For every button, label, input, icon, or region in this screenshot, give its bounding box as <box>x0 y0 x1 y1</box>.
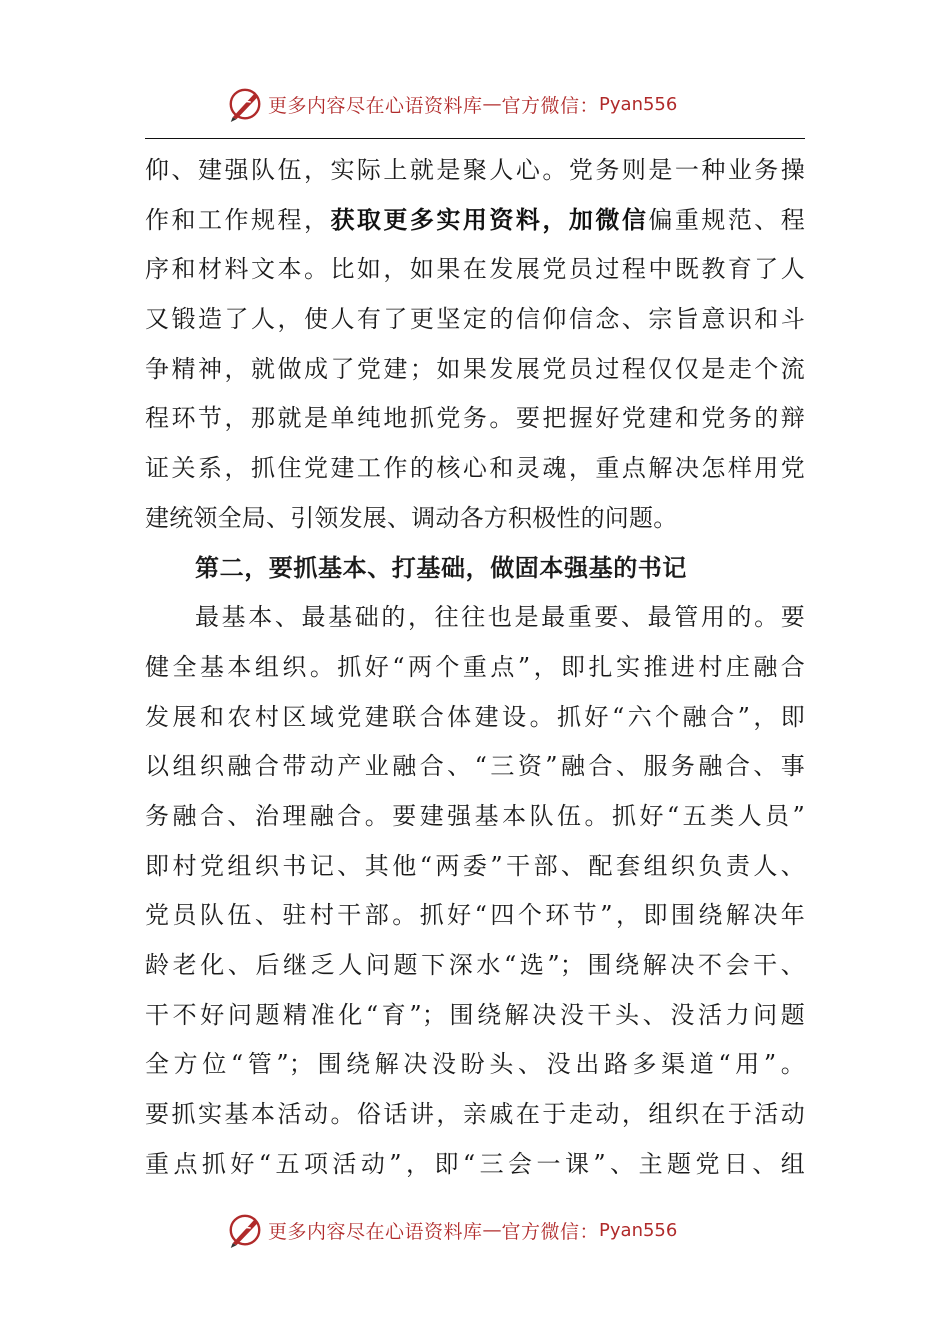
text-line: 健全基本组织。抓好“两个重点”，即扎实推进村庄融合 <box>145 652 805 681</box>
text-segment: 作和工作规程， <box>145 205 331 234</box>
text-line: 党员队伍、驻村干部。抓好“四个环节”，即围绕解决年 <box>145 901 805 930</box>
text-line: 证关系，抓住党建工作的核心和灵魂，重点解决怎样用党 <box>145 454 805 483</box>
text-line: 又锻造了人，使人有了更坚定的信仰信念、宗旨意识和斗 <box>145 305 805 334</box>
text-line: 争精神，就做成了党建；如果发展党员过程仅仅是走个流 <box>145 354 805 383</box>
promo-highlight: 获取更多实用资料，加微信 <box>330 205 649 234</box>
text-line: 龄老化、后继乏人问题下深水“选”；围绕解决不会干、 <box>145 951 805 979</box>
header-wechat-id: Pyan556 <box>599 93 678 115</box>
text-segment: 偏重规范、程 <box>648 205 805 234</box>
footer-wechat-id: Pyan556 <box>599 1219 678 1241</box>
pen-logo-icon <box>226 1211 264 1249</box>
header-separator: — <box>482 93 502 115</box>
article-body <box>145 146 805 1189</box>
pen-logo-icon <box>226 85 264 123</box>
text-line: 发展和农村区域党建联合体建设。抓好“六个融合”，即 <box>145 702 805 731</box>
footer-separator: — <box>482 1219 502 1241</box>
header-divider <box>145 138 805 139</box>
section-heading: 第二，要抓基本、打基础，做固本强基的书记 <box>195 553 687 582</box>
text-line: 务融合、治理融合。要建强基本队伍。抓好“五类人员” <box>145 801 805 830</box>
text-line: 仰、建强队伍，实际上就是聚人心。党务则是一种业务操 <box>145 156 805 184</box>
text-line: 干不好问题精准化“育”；围绕解决没干头、没活力问题 <box>145 1000 805 1029</box>
text-line: 重点抓好“五项活动”，即“三会一课”、主题党日、组 <box>145 1149 805 1178</box>
text-line: 即村党组织书记、其他“两委”干部、配套组织负责人、 <box>145 851 805 880</box>
header-site-text: 更多内容尽在心语资料库 <box>268 94 483 117</box>
text-line: 以组织融合带动产业融合、“三资”融合、服务融合、事 <box>145 752 805 781</box>
text-line: 序和材料文本。比如，如果在发展党员过程中既教育了人 <box>145 255 805 284</box>
text-line: 最基本、最基础的，往往也是最重要、最管用的。要 <box>195 603 805 632</box>
footer-banner <box>226 1210 726 1250</box>
text-line: 程环节，那就是单纯地抓党务。要把握好党建和党务的辩 <box>145 404 805 433</box>
text-line <box>145 196 805 246</box>
text-line: 要抓实基本活动。俗话讲，亲戚在于走动，组织在于活动 <box>145 1100 805 1129</box>
footer-site-text: 更多内容尽在心语资料库 <box>268 1220 483 1243</box>
footer-wechat-label: 官方微信： <box>501 1220 600 1243</box>
header-wechat-label: 官方微信： <box>501 94 600 117</box>
text-line: 全方位“管”；围绕解决没盼头、没出路多渠道“用”。 <box>145 1050 805 1079</box>
text-line: 建统领全局、引领发展、调动各方积极性的问题。 <box>145 503 678 532</box>
header-banner <box>226 84 726 124</box>
